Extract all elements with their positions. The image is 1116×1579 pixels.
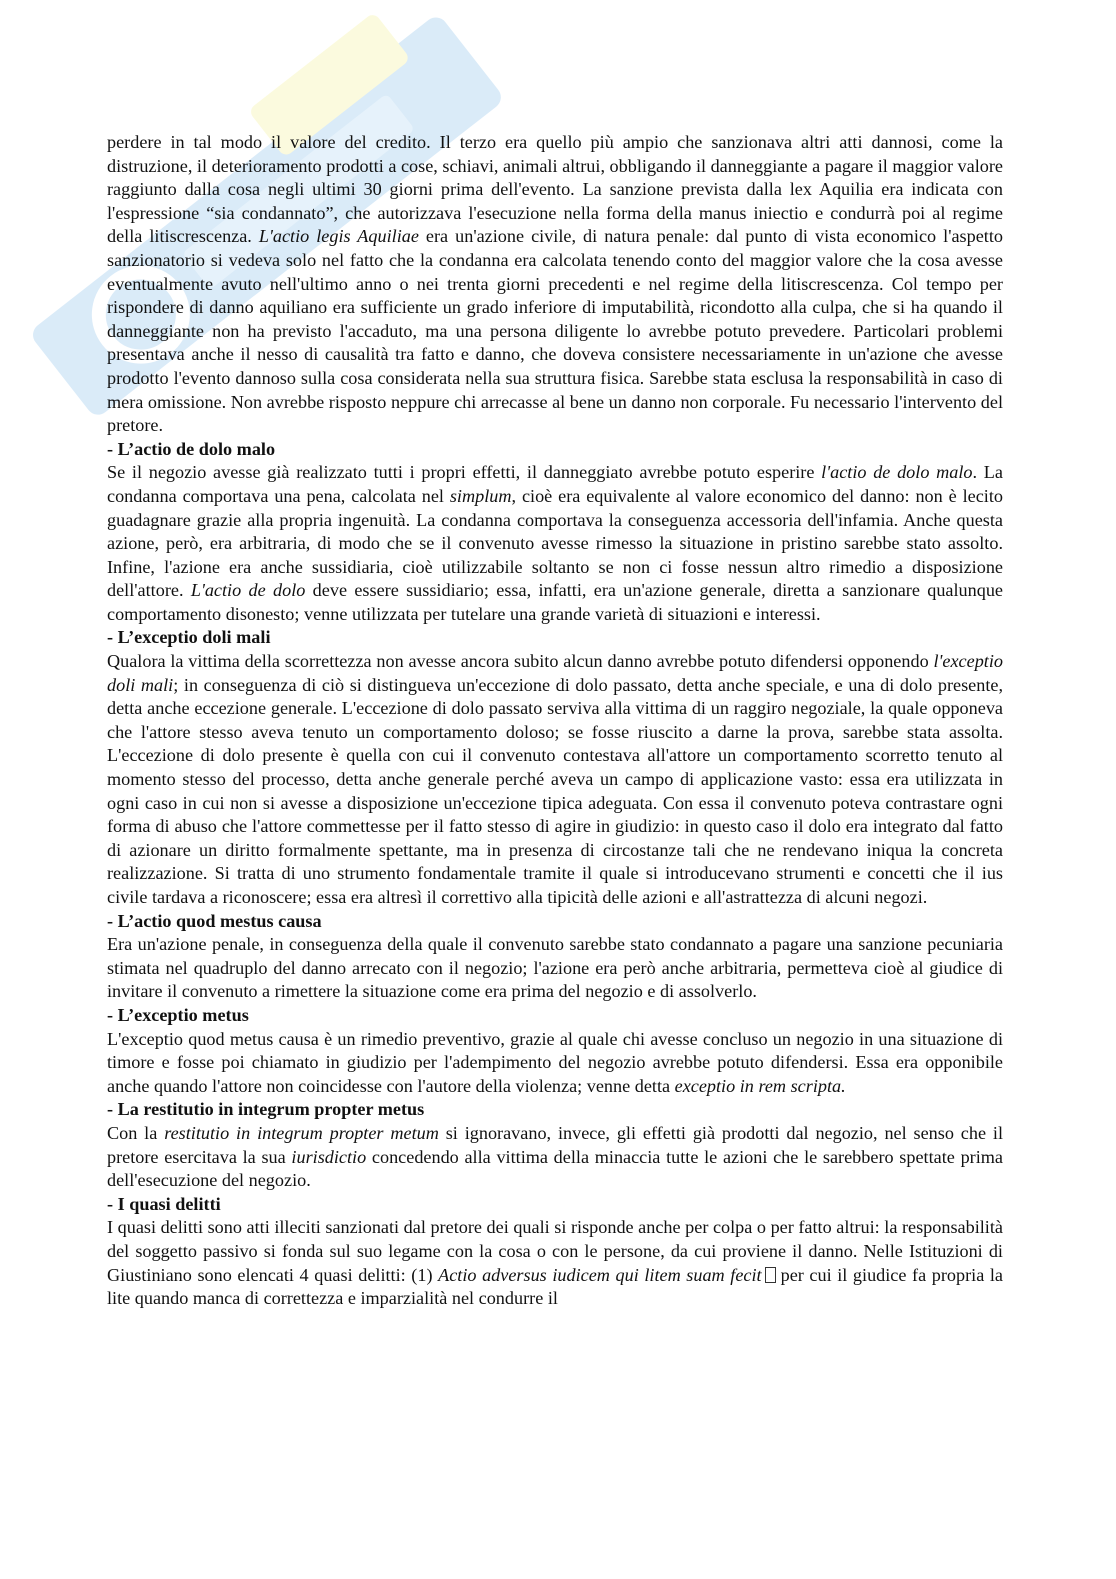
text-run: Se il negozio avesse già realizzato tutti i propri effetti, il danneggiato avrebbe potuto esperire [107, 462, 822, 483]
text-run: concedendo alla vittima della minaccia tutte le azioni che le sarebbero spettate prima dell'esecuzione del negozio. [107, 1146, 1003, 1191]
text-run: si ignoravano, invece, gli effetti già prodotti dal negozio, nel senso che il pretore esercitava la sua [107, 1122, 1004, 1167]
text-run: Con la [107, 1122, 165, 1143]
section-heading: - L’actio de dolo malo [107, 438, 276, 459]
body-paragraph [107, 1028, 1003, 1099]
missing-glyph-icon [765, 1267, 776, 1283]
italic-term: restitutio in integrum propter metum [164, 1122, 439, 1143]
body-paragraph [107, 933, 1003, 1004]
italic-term: L'actio legis Aquiliae [258, 226, 419, 247]
body-paragraph [107, 650, 1003, 910]
italic-term: l'exceptio doli mali [107, 651, 1003, 695]
section-heading: - I quasi delitti [107, 1193, 221, 1214]
italic-term: simplum [449, 485, 512, 506]
text-run: L'exceptio quod metus causa è un rimedio preventivo, grazie al quale chi avesse concluso un negozio in una situazione di timore e fosse poi chiamato in giudizio per l'adempimento del negozio avrebbe potuto difendersi. Essa era opponibile anche quando l'attore non coincidesse con l'autore della violenza; venne detta [107, 1028, 1003, 1096]
body-paragraph [107, 131, 1003, 438]
section-heading: - L’exceptio doli mali [107, 627, 271, 648]
document-page [107, 131, 1003, 1311]
text-run: , cioè era equivalente al valore economico del danno: non è lecito guadagnare grazie alla propria ingenuità. La condanna comportava la conseguenza accessoria dell'infamia. Anche questa azione, però, era arbitraria, di modo che se il convenuto avesse rimesso la situazione in pristino sarebbe stato assolto. Infine, l'azione era anche sussidiaria, cioè utilizzabile soltanto se non ci fosse nessun altro rimedio a disposizione dell'attore. [107, 485, 1003, 601]
italic-term: iurisdictio [291, 1146, 367, 1167]
section-heading: - L’actio quod mestus causa [107, 910, 322, 931]
text-run: Qualora la vittima della scorrettezza non avesse ancora subito alcun danno avrebbe potuto difendersi opponendo [107, 651, 934, 672]
text-run: . La condanna comportava una pena, calcolata nel [107, 462, 1003, 506]
text-run: perdere in tal modo il valore del credito. Il terzo era quello più ampio che sanzionava altri atti dannosi, come la distruzione, il deterioramento prodotti a cose, schiavi, animali altrui, obbligando il danneggiante a pagare il maggior valore raggiunto dalla cosa negli ultimi 30 giorni prima dell'evento. La sanzione prevista dalla lex Aquilia era indicata con l'espressione “sia condannato”, che autorizzava l'esecuzione nella forma della manus iniectio e condurrà poi al regime della litiscrescenza. [107, 132, 1003, 247]
text-run: ; in conseguenza di ciò si distingueva un'eccezione di dolo passato, detta anche speciale, e una di dolo presente, detta anche eccezione generale. L'eccezione di dolo passato serviva alla vittima di un raggiro negoziale, la quale opponeva che l'attore stesso aveva tenuto un comportamento doloso; se fosse riuscito a darne la prova, sarebbe stata assolta. L'eccezione di dolo presente è quella con cui il convenuto contestava all'attore un comportamento scorretto tenuto al momento stesso del processo, detta anche generale perché aveva un campo di applicazione vasto: essa era utilizzata in ogni caso in cui non si avesse a disposizione un'eccezione tipica adeguata. Con essa il convenuto poteva contrastare ogni forma di abuso che l'attore commettesse per il fatto stesso di agire in giudizio: in questo caso il dolo era integrato dal fatto di azionare un diritto formalmente spettante, ma in presenza di circostanze tali che ne rendevano iniqua la concreta realizzazione. Si tratta di uno strumento fondamentale tramite il quale si introducevano strumenti e concetti che il ius civile tardava a riconoscere; essa era altresì il correttivo alla tipicità delle azioni e all'astrattezza di alcuni negozi. [107, 674, 1003, 907]
body-paragraph [107, 1216, 1003, 1310]
italic-term: l'actio de dolo malo [821, 462, 973, 483]
italic-term: L'actio de dolo [190, 580, 306, 601]
body-paragraph [107, 461, 1003, 626]
text-run: per cui il giudice fa propria la lite quando manca di correttezza e imparzialità nel condurre il [107, 1264, 1004, 1309]
section-heading: - La restitutio in integrum propter metus [107, 1099, 425, 1120]
text-run: Era un'azione penale, in conseguenza della quale il convenuto sarebbe stato condannato a pagare una sanzione pecuniaria stimata nel quadruplo del danno arrecato con il negozio; l'azione era però anche arbitraria, permetteva cioè al giudice di invitare il convenuto a rimettere la situazione come era prima del negozio e di assolverlo. [107, 934, 1003, 1002]
italic-term: exceptio in rem scripta. [674, 1075, 846, 1096]
body-paragraph [107, 1122, 1003, 1193]
section-heading: - L’exceptio metus [107, 1004, 249, 1025]
text-run: era un'azione civile, di natura penale: dal punto di vista economico l'aspetto sanzionatorio si vedeva solo nel fatto che la condanna era calcolata tenendo conto del maggior valore che la cosa avesse eventualmente avuto nell'ultimo anno o nei trenta giorni precedenti e nel regime della litiscrescenza. Col tempo per rispondere di danno aquiliano era sufficiente un grado inferiore di imputabilità, ricondotto alla culpa, che si ha quando il danneggiante non ha previsto l'accaduto, ma una persona diligente lo avrebbe potuto prevedere. Particolari problemi presentava anche il nesso di causalità tra fatto e danno, che doveva consistere necessariamente in un'azione che avesse prodotto l'evento dannoso sulla cosa considerata nella sua struttura fisica. Sarebbe stata esclusa la responsabilità in caso di mera omissione. Non avrebbe risposto neppure chi arrecasse al bene un danno non corporale. Fu necessario l'intervento del pretore. [107, 226, 1004, 436]
text-run: deve essere sussidiario; essa, infatti, era un'azione generale, diretta a sanzionare qualunque comportamento disonesto; venne utilizzata per tutelare una grande varietà di situazioni e interessi. [107, 580, 1003, 624]
text-run: I quasi delitti sono atti illeciti sanzionati dal pretore dei quali si risponde anche per colpa o per fatto altrui: la responsabilità del soggetto passivo si fonda sul suo legame con la cosa o con le persone, da cui proviene il danno. Nelle Istituzioni di Giustiniano sono elencati 4 quasi delitti: (1) [107, 1217, 1003, 1285]
italic-term: Actio adversus iudicem qui litem suam fecit [438, 1264, 762, 1285]
